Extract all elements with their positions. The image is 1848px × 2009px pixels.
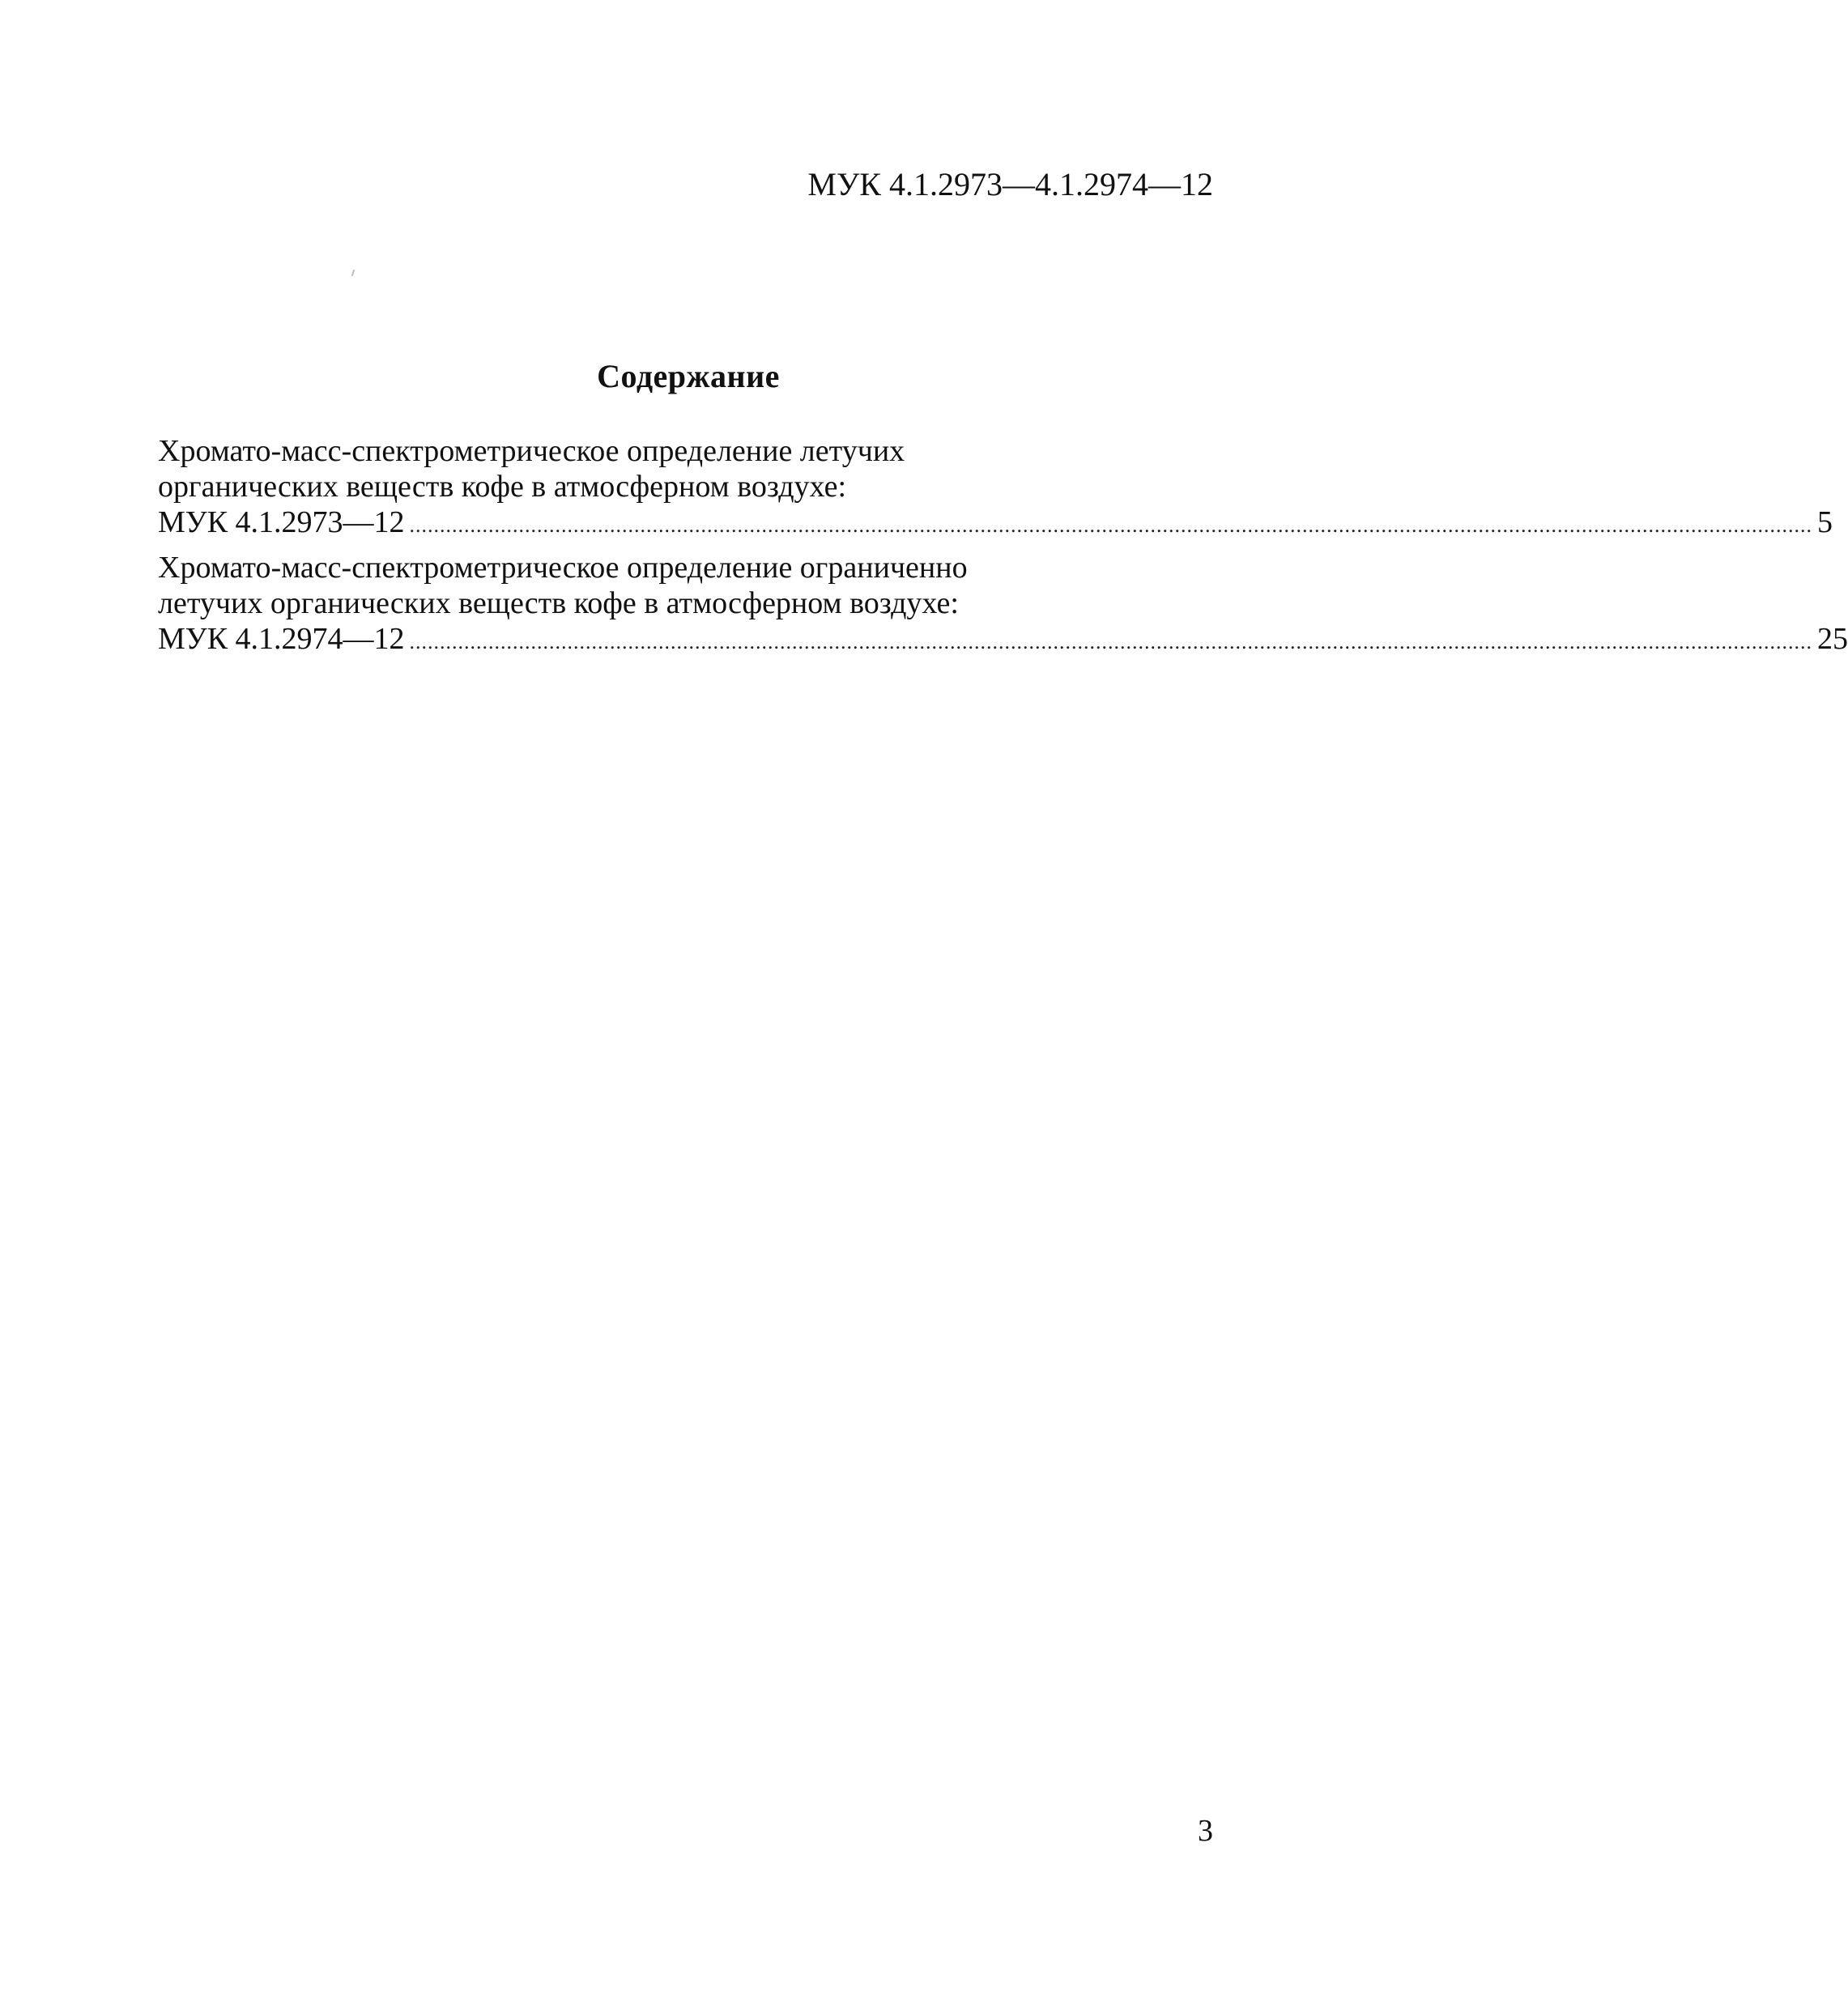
toc-entry-page: 5: [1817, 505, 1833, 539]
toc-entry-title-line: органических веществ кофе в атмосферном воздухе:: [158, 470, 847, 504]
toc-entry-reference-line: [158, 621, 1848, 660]
toc-entry-title-line: летучих органических веществ кофе в атмосферном воздухе:: [158, 586, 959, 620]
scan-speck: [351, 270, 356, 276]
running-header: МУК 4.1.2973—4.1.2974—12: [807, 166, 1213, 202]
toc-title: Содержание: [597, 358, 780, 394]
toc-entry[interactable]: [158, 550, 1848, 660]
dot-leader: .......................................................................................................................................................................................................................................: [409, 513, 1813, 537]
table-of-contents: [158, 433, 1848, 660]
toc-entry-code: МУК 4.1.2974—12: [158, 622, 405, 656]
toc-entry-reference-line: [158, 504, 1833, 543]
page-number: 3: [1198, 1814, 1213, 1848]
dot-leader: .......................................................................................................................................................................................................................................: [409, 630, 1813, 653]
toc-entry-code: МУК 4.1.2973—12: [158, 505, 405, 539]
toc-entry-title-line: Хромато-масс-спектрометрическое определение ограниченно: [158, 551, 968, 585]
toc-entry-title-line: Хромато-масс-спектрометрическое определение летучих: [158, 434, 905, 468]
toc-entry[interactable]: [158, 433, 1833, 543]
toc-entry-page: 25: [1817, 622, 1848, 656]
